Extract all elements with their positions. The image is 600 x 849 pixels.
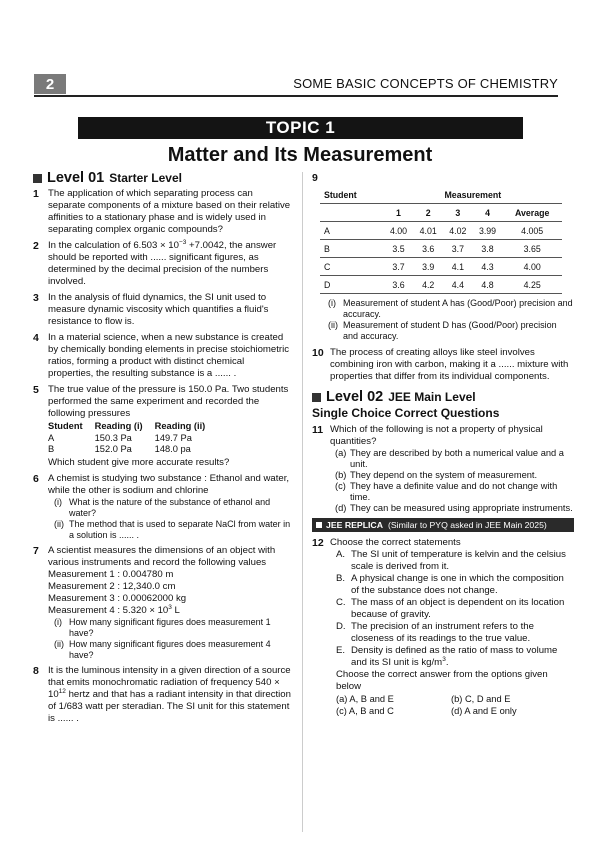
table-header: Measurement (384, 186, 562, 204)
table-row: A 150.3 Pa 149.7 Pa (48, 432, 192, 443)
sub-question: (ii) The method that is used to separate NaCl from water in a solution is ...... . (54, 518, 291, 540)
square-bullet-icon (33, 174, 42, 183)
question-2 (33, 240, 292, 288)
answer-option: (c) A, B and C (336, 706, 394, 716)
question-8 (33, 665, 292, 725)
column-divider (302, 172, 303, 832)
level-2-heading (312, 391, 574, 403)
jee-replica-banner (312, 518, 574, 532)
question-text: Choose the correct statements (330, 537, 461, 548)
answer-options (336, 693, 566, 717)
pressure-table (48, 421, 217, 456)
question-10 (312, 347, 574, 383)
question-number: 6 (33, 472, 39, 485)
question-5 (33, 384, 292, 469)
option: (a) They are described by both a numerical value and a unit. (335, 448, 564, 469)
level-sublabel: JEE Main Level (388, 390, 476, 404)
page-number: 2 (34, 74, 66, 94)
question-text: In the analysis of fluid dynamics, the SI unit used to measure dynamic viscosity which quantifies a fluid's resistance to flow is. (48, 292, 269, 327)
statement: C. The mass of an object is dependent on its location because of gravity. (336, 597, 565, 620)
question-11 (312, 424, 574, 514)
question-text: The process of creating alloys like steel involves combining iron with carbon, making it a ...... mixture with properties that differ from its individual components. (330, 347, 569, 382)
question-text: It is the luminous intensity in a given direction of a source that emits monochromatic radiation of frequency $540 \times 10^{12}$ hertz and that has a radiant intensity in that direction of 1/683 watt per steradian. The SI unit for this statement is ...... . (48, 664, 291, 724)
table-row: B 152.0 Pa 148.0 pa (48, 444, 191, 454)
square-bullet-icon (316, 522, 322, 528)
running-title: SOME BASIC CONCEPTS OF CHEMISTRY (293, 76, 558, 91)
topic-title: Matter and Its Measurement (167, 144, 433, 166)
answer-option: (a) A, B and E (336, 694, 394, 704)
sub-question: (ii) How many significant figures does measurement 4 have? (54, 638, 271, 660)
table-header: Student (48, 421, 83, 431)
option: (c) They have a definite value and do not change with time. (335, 481, 558, 502)
right-column (312, 172, 574, 721)
sub-question: (i) What is the nature of the substance of ethanol and water? (54, 496, 271, 518)
table-header: Reading (i) (94, 421, 143, 431)
question-prompt: Which student give more accurate results? (48, 456, 230, 468)
question-text: The application of which separating process can separate components of a mixture based on their relative affinities to a stationary phase and is widely used in separating complex organic compounds? (48, 188, 291, 235)
answer-option: (d) A and E only (451, 706, 517, 716)
table-row: B 3.5 3.6 3.7 3.8 3.65 (320, 240, 562, 258)
statement: A. The SI unit of temperature is kelvin and the celsius scale is derived from it. (336, 549, 566, 572)
question-text: In a material science, when a new substance is created by chemically bonding elements in precise stoichiometric ratios, forming a product with distinct chemical properties, the resulting substance is a ...... . (48, 332, 290, 379)
option: (d) They can be measured using appropriate instruments. (335, 503, 573, 513)
question-number: 12 (312, 537, 324, 549)
section-title: Single Choice Correct Questions (312, 406, 500, 420)
level-1-heading (33, 172, 292, 184)
question-number: 7 (33, 544, 39, 557)
level-label: Level 01 (47, 170, 105, 186)
question-3 (33, 292, 292, 328)
question-text: A scientist measures the dimensions of an object with various instruments and record the following values (48, 544, 276, 568)
question-1 (33, 188, 292, 236)
sub-question: (ii) Measurement of student D has (Good/Poor) precision and accuracy. (328, 320, 557, 341)
question-number: 11 (312, 424, 324, 436)
header-rule (34, 95, 558, 97)
question-number: 8 (33, 664, 39, 677)
question-number: 4 (33, 332, 39, 344)
question-number: 3 (33, 292, 39, 304)
question-6 (33, 473, 292, 541)
statement: D. The precision of an instrument refers to the closeness of its readings to the true value. (336, 621, 534, 644)
measurement-2: Measurement 2 : 12,340.0 cm (48, 580, 176, 592)
question-7 (33, 545, 292, 661)
question-text: In the calculation of $6.503 \times 10^{-3} +7.0042$, the answer should be reported with ...... significant figures, as determined by the decimal precision of the numbers involved. (48, 238, 277, 287)
level-sublabel: Starter Level (109, 171, 182, 185)
left-column (33, 172, 292, 729)
table-header: Student (320, 186, 384, 204)
table-row: C 3.7 3.9 4.1 4.3 4.00 (320, 258, 562, 276)
level-label: Level 02 (326, 389, 384, 405)
question-number: 9 (312, 172, 318, 184)
question-text: Which of the following is not a property of physical quantities? (330, 424, 543, 447)
question-4 (33, 332, 292, 380)
question-text: The true value of the pressure is 150.0 Pa. Two students performed the same experiment and recorded the following pressures (48, 384, 289, 419)
sub-question: (i) Measurement of student A has (Good/Poor) precision and accuracy. (328, 298, 573, 319)
question-number: 2 (33, 240, 39, 252)
table-row: D 3.6 4.2 4.4 4.8 4.25 (320, 276, 562, 294)
measurement-4: Measurement 4 : $5.320 \times 10^3$ L (48, 603, 180, 616)
question-9 (312, 172, 574, 184)
question-number: 1 (33, 188, 39, 200)
answer-option: (b) C, D and E (451, 694, 511, 704)
statement: B. A physical change is one in which the composition of the substance does not change. (336, 573, 564, 596)
measurement-1: Measurement 1 : 0.004780 m (48, 568, 174, 580)
sub-question: (i) How many significant figures does measurement 1 have? (54, 616, 271, 638)
measurement-3: Measurement 3 : 0.00062000 kg (48, 592, 187, 604)
question-12 (312, 537, 574, 717)
square-bullet-icon (312, 393, 321, 402)
table-row: A 4.00 4.01 4.02 3.99 4.005 (320, 222, 562, 240)
banner-note: (Similar to PYQ asked in JEE Main 2025) (387, 520, 547, 530)
option: (b) They depend on the system of measurement. (335, 470, 538, 480)
banner-label: JEE REPLICA (326, 520, 383, 530)
measurement-table: Student Measurement 1 2 3 4 Average A 4.00 4.01 4.02 3.99 4.005 B 3.5 3.6 3.7 3.8 3.65 C 3.7 3.9 4.1 4.3 4.00 D 3.6 4.2 4.4 4.8 4.25 (320, 186, 562, 294)
table-header: Reading (ii) (154, 421, 206, 431)
question-number: 5 (33, 384, 39, 396)
topic-label: TOPIC 1 (78, 117, 523, 139)
statement: E. Density is defined as the ratio of mass to volume and its SI unit is $kg/m^3$. (336, 645, 558, 668)
question-text: A chemist is studying two substance : Ethanol and water, while the other is sodium and chlorine (48, 472, 290, 496)
question-number: 10 (312, 347, 324, 359)
choose-prompt: Choose the correct answer from the options given below (336, 669, 548, 692)
